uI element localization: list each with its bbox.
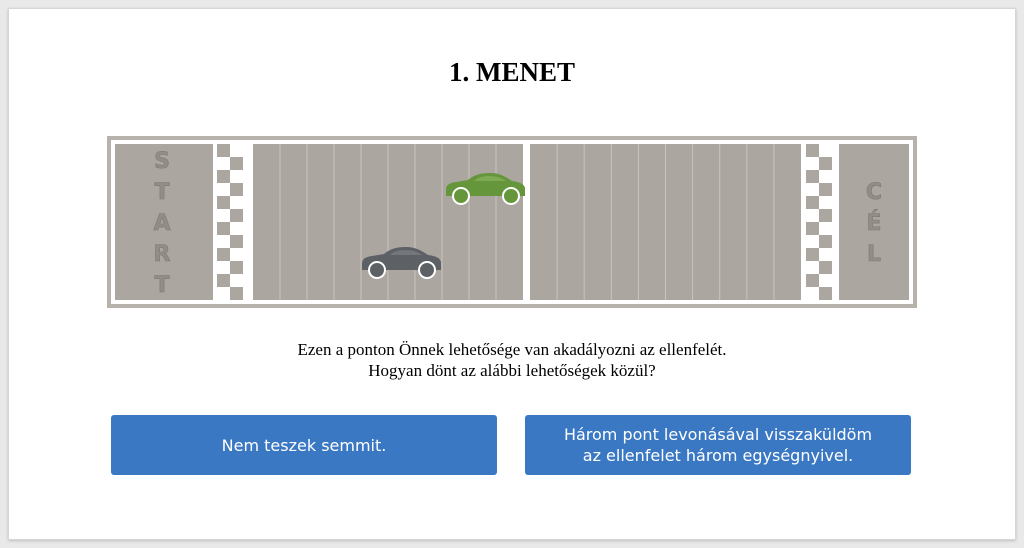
lane-line bbox=[584, 144, 585, 300]
lane-line bbox=[307, 144, 308, 300]
checker-square bbox=[819, 209, 832, 222]
question-text bbox=[9, 339, 1015, 381]
round-title: 1. MENET bbox=[448, 57, 575, 87]
lane-line bbox=[280, 144, 281, 300]
checker-square bbox=[806, 274, 819, 287]
lane-line bbox=[388, 144, 389, 300]
checker-square bbox=[217, 170, 230, 183]
question-line-2: Hogyan dönt az alábbi lehetőségek közül? bbox=[368, 361, 656, 380]
race-track bbox=[107, 136, 917, 308]
car-wheel bbox=[503, 188, 519, 204]
lane-line bbox=[442, 144, 443, 300]
finish-label bbox=[866, 180, 882, 267]
do-nothing-button[interactable] bbox=[111, 415, 497, 475]
finish-checkered-line bbox=[806, 144, 832, 300]
checker-square bbox=[806, 196, 819, 209]
checker-square bbox=[230, 209, 243, 222]
lane-line bbox=[665, 144, 666, 300]
question-line-1: Ezen a ponton Önnek lehetősége van akadályozni az ellenfelét. bbox=[297, 340, 727, 359]
lane-line bbox=[557, 144, 558, 300]
checker-square bbox=[230, 183, 243, 196]
checker-square bbox=[819, 235, 832, 248]
lane-line bbox=[638, 144, 639, 300]
checker-square bbox=[819, 287, 832, 300]
car-wheel bbox=[453, 188, 469, 204]
finish-letter: C bbox=[865, 180, 883, 205]
lane-line bbox=[746, 144, 747, 300]
start-checkered-line bbox=[217, 144, 243, 300]
lane-line bbox=[361, 144, 362, 300]
send-back-button-label-2: az ellenfelet három egységnyivel. bbox=[582, 446, 854, 465]
car-wheel bbox=[369, 262, 385, 278]
checker-square bbox=[230, 157, 243, 170]
lane-line bbox=[611, 144, 612, 300]
lane-line bbox=[773, 144, 774, 300]
lane-line bbox=[334, 144, 335, 300]
lane-line bbox=[415, 144, 416, 300]
finish-letter: L bbox=[866, 242, 882, 267]
checker-square bbox=[819, 261, 832, 274]
finish-letter: É bbox=[866, 211, 882, 236]
start-letter: R bbox=[153, 242, 171, 267]
start-letter: T bbox=[154, 180, 170, 205]
checker-square bbox=[217, 274, 230, 287]
start-letter: A bbox=[153, 211, 171, 236]
do-nothing-button-label: Nem teszek semmit. bbox=[221, 435, 387, 455]
checker-square bbox=[217, 196, 230, 209]
checker-square bbox=[230, 261, 243, 274]
lane-line bbox=[692, 144, 693, 300]
start-letter: S bbox=[154, 149, 170, 174]
checker-square bbox=[217, 144, 230, 157]
lane-line bbox=[496, 144, 497, 300]
checker-square bbox=[230, 287, 243, 300]
checker-square bbox=[806, 248, 819, 261]
send-back-opponent-button[interactable] bbox=[525, 415, 911, 475]
checker-square bbox=[217, 248, 230, 261]
start-letter: T bbox=[154, 273, 170, 298]
lane-line bbox=[719, 144, 720, 300]
checker-square bbox=[819, 183, 832, 196]
checker-square bbox=[806, 144, 819, 157]
checker-square bbox=[806, 222, 819, 235]
race-track-graphic bbox=[107, 136, 917, 308]
send-back-button-label-1: Három pont levonásával visszaküldöm bbox=[563, 425, 873, 444]
checker-square bbox=[230, 235, 243, 248]
checker-square bbox=[806, 170, 819, 183]
car-wheel bbox=[419, 262, 435, 278]
game-card bbox=[8, 8, 1016, 540]
checker-square bbox=[819, 157, 832, 170]
lane-line bbox=[469, 144, 470, 300]
checker-square bbox=[217, 222, 230, 235]
start-label bbox=[153, 149, 170, 298]
